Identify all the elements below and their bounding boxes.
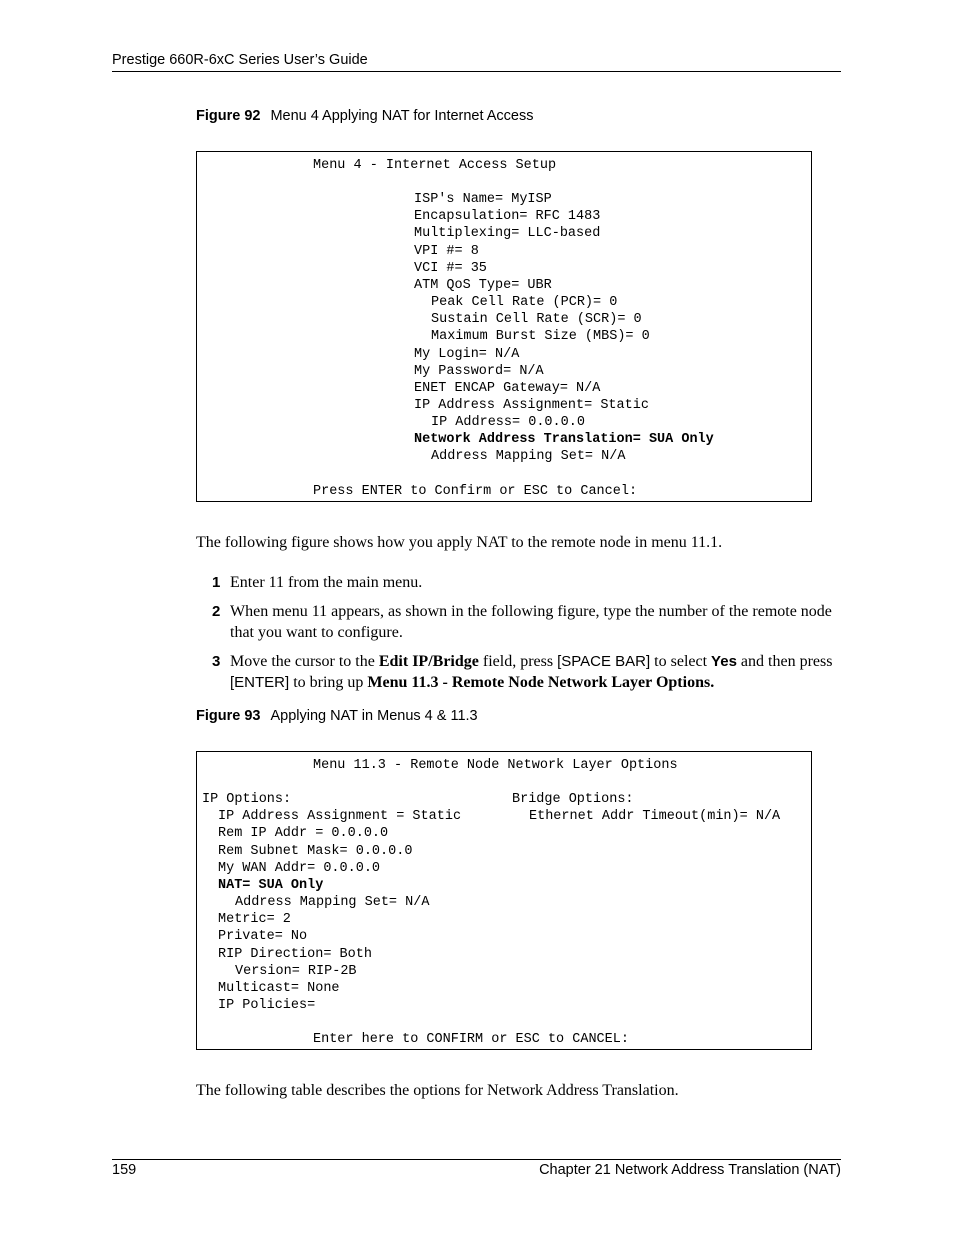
vpi-field: VPI #= 8	[414, 244, 479, 259]
rem-subnet-field: Rem Subnet Mask= 0.0.0.0	[218, 844, 413, 859]
metric-field: Metric= 2	[218, 912, 291, 927]
figure-93-title: Applying NAT in Menus 4 & 11.3	[270, 708, 478, 724]
encapsulation-field: Encapsulation= RFC 1483	[414, 209, 601, 224]
confirm-prompt: Enter here to CONFIRM or ESC to CANCEL:	[313, 1032, 629, 1047]
step-number: 3	[212, 653, 221, 670]
step-number: 2	[212, 603, 221, 620]
step-text: When menu 11 appears, as shown in the following figure, type the number of the remote node that you want to configure.	[230, 603, 832, 641]
rip-version-field: Version= RIP-2B	[235, 964, 357, 979]
address-mapping-field: Address Mapping Set= N/A	[235, 895, 430, 910]
nat-field: NAT= SUA Only	[218, 878, 324, 893]
option-value: Yes	[711, 653, 737, 670]
password-field: My Password= N/A	[414, 364, 544, 379]
enet-encap-field: ENET ENCAP Gateway= N/A	[414, 381, 601, 396]
text-run: field, press	[478, 653, 558, 670]
figure-93-label: Figure 93	[196, 708, 261, 724]
ethernet-timeout-field: Ethernet Addr Timeout(min)= N/A	[529, 809, 781, 824]
vci-field: VCI #= 35	[414, 261, 487, 276]
figure-92-label: Figure 92	[196, 108, 261, 124]
bridge-options-heading: Bridge Options:	[512, 792, 634, 807]
menu-11-3-screen	[196, 751, 812, 1050]
chapter-title: Chapter 21 Network Address Translation (NAT)	[539, 1162, 841, 1178]
nat-field: Network Address Translation= SUA Only	[414, 432, 714, 447]
key-name: [SPACE BAR]	[557, 653, 651, 670]
intro-paragraph: The following figure shows how you apply NAT to the remote node in menu 11.1.	[196, 534, 723, 551]
menu-name: Menu 11.3 - Remote Node Network Layer Options.	[367, 674, 715, 691]
text-run: Move the cursor to the	[230, 653, 379, 670]
page-number: 159	[112, 1162, 137, 1178]
menu-title: Menu 11.3 - Remote Node Network Layer Options	[313, 758, 678, 773]
address-mapping-field: Address Mapping Set= N/A	[431, 449, 626, 464]
ip-options-heading: IP Options:	[202, 792, 292, 807]
text-run: to select	[650, 653, 712, 670]
confirm-prompt: Press ENTER to Confirm or ESC to Cancel:	[313, 484, 638, 499]
step-text: Enter 11 from the main menu.	[230, 574, 423, 591]
step-1	[212, 572, 842, 593]
step-2	[212, 601, 842, 643]
ip-address-field: IP Address= 0.0.0.0	[431, 415, 585, 430]
rem-ip-field: Rem IP Addr = 0.0.0.0	[218, 826, 389, 841]
wan-addr-field: My WAN Addr= 0.0.0.0	[218, 861, 381, 876]
figure-92-title: Menu 4 Applying NAT for Internet Access	[270, 108, 534, 124]
text-run: and then press	[736, 653, 833, 670]
ip-policies-field: IP Policies=	[218, 998, 316, 1013]
key-name: [ENTER]	[230, 674, 290, 691]
multicast-field: Multicast= None	[218, 981, 340, 996]
figure-93-caption	[196, 708, 478, 724]
step-text	[230, 651, 842, 693]
ip-assignment-field: IP Address Assignment = Static	[218, 809, 462, 824]
running-header: Prestige 660R-6xC Series User’s Guide	[112, 52, 368, 68]
isp-name-field: ISP's Name= MyISP	[414, 192, 552, 207]
multiplexing-field: Multiplexing= LLC-based	[414, 226, 601, 241]
mbs-field: Maximum Burst Size (MBS)= 0	[431, 329, 650, 344]
step-3	[212, 651, 842, 693]
header-rule	[112, 71, 841, 72]
ip-assignment-field: IP Address Assignment= Static	[414, 398, 649, 413]
rip-direction-field: RIP Direction= Both	[218, 947, 372, 962]
private-field: Private= No	[218, 929, 308, 944]
text-run: to bring up	[289, 674, 368, 691]
figure-92-caption	[196, 108, 534, 124]
menu-title: Menu 4 - Internet Access Setup	[313, 158, 557, 173]
pcr-field: Peak Cell Rate (PCR)= 0	[431, 295, 618, 310]
outro-paragraph: The following table describes the options for Network Address Translation.	[196, 1082, 679, 1099]
login-field: My Login= N/A	[414, 347, 520, 362]
atm-qos-field: ATM QoS Type= UBR	[414, 278, 552, 293]
field-name: Edit IP/Bridge	[378, 653, 479, 670]
footer-rule	[112, 1159, 841, 1160]
menu-4-screen	[196, 151, 812, 502]
scr-field: Sustain Cell Rate (SCR)= 0	[431, 312, 642, 327]
step-number: 1	[212, 574, 221, 591]
